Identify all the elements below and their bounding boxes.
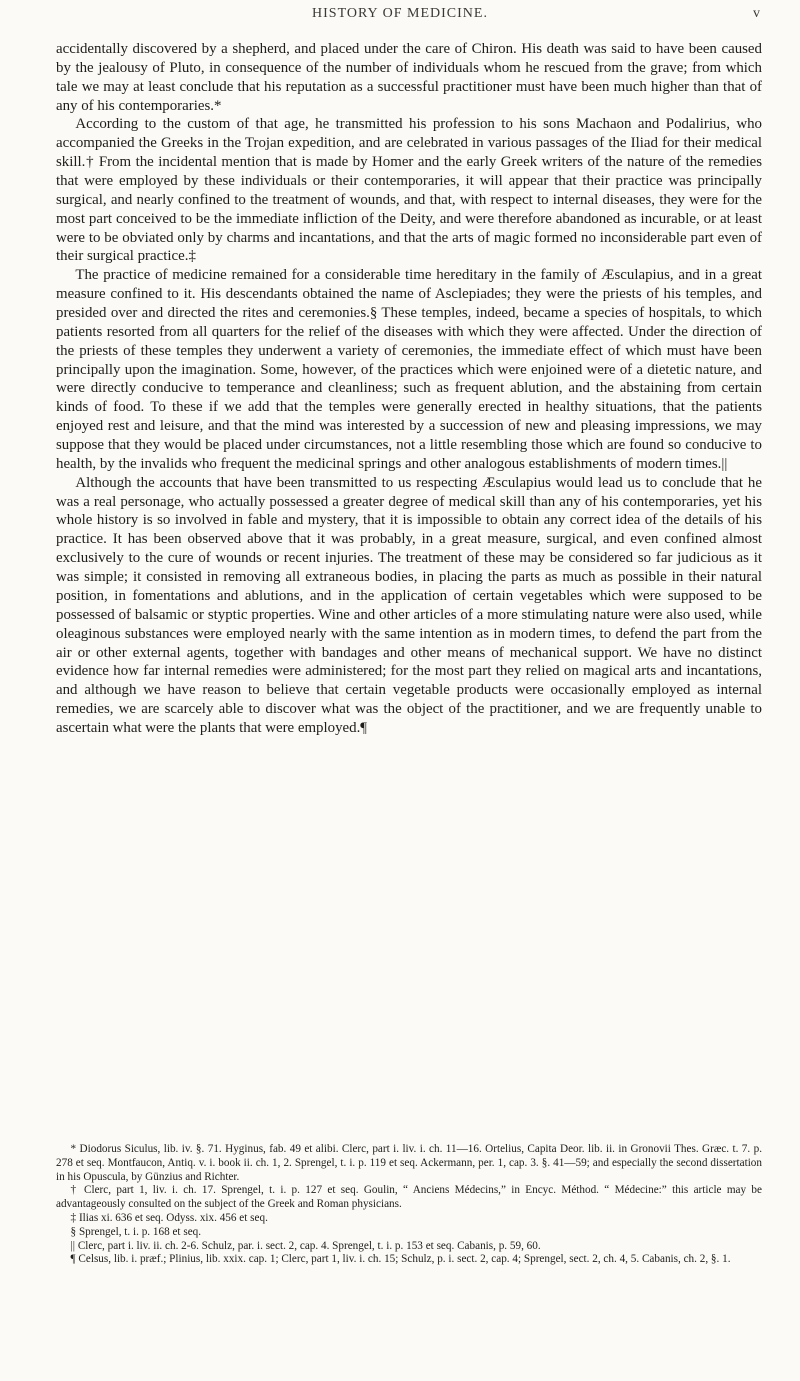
footnotes — [56, 1143, 762, 1267]
running-title: HISTORY OF MEDICINE. — [312, 6, 488, 21]
paragraph: According to the custom of that age, he transmitted his profession to his sons Machaon and Podalirius, who accompanied the Greeks in the Trojan expedition, and are celebrated in various passages of the Iliad for their medical skill.† From the incidental mention that is made by Homer and the early Greek writers of the nature of the remedies that were employed by these individuals or their contemporaries, it will appear that their practice was principally surgical, and nearly confined to the treatment of wounds, and that, with respect to internal diseases, they were for the most part conceived to be the immediate infliction of the Deity, and were therefore abandoned as incurable, or at least were to be obviated only by charms and incantations, and that the arts of magic formed no inconsiderable part even of their surgical practice.‡ — [56, 116, 762, 265]
footnote: ‡ Ilias xi. 636 et seq. Odyss. xix. 456 et seq. — [70, 1211, 268, 1224]
footnote: || Clerc, part i. liv. ii. ch. 2-6. Schulz, par. i. sect. 2, cap. 4. Sprengel, t. i. p. 153 et seq. Cabanis, p. 59, 60. — [70, 1239, 541, 1252]
body-text — [56, 40, 762, 738]
paragraph: accidentally discovered by a shepherd, and placed under the care of Chiron. His death was said to have been caused by the jealousy of Pluto, in consequence of the number of individuals whom he rescued from the grave; from which tale we may at least conclude that his reputation as a successful practitioner must have been much higher than that of any of his contemporaries.* — [56, 41, 762, 114]
paragraph: The practice of medicine remained for a considerable time hereditary in the family of Æsculapius, and in a great measure confined to it. His descendants obtained the name of Asclepiades; they were the priests of his temples, and presided over and directed the rites and ceremonies.§ These temples, indeed, became a species of hospitals, to which patients resorted from all quarters for the relief of the diseases with which they were affected. Under the direction of the priests of these temples they underwent a variety of ceremonies, the immediate effect of which must have been principally upon the imagination. Some, however, of the practices which were enjoined were of a dietetic nature, and were directly conducive to temperance and cleanliness; such as frequent ablution, and the abstaining from certain kinds of food. To these if we add that the temples were generally erected in healthy situations, that the patients enjoyed rest and leisure, and that the mind was interested by a succession of new and pleasing impressions, we may suppose that they would be placed under circumstances, not a little resembling those which are found so conducive to health, by the invalids who frequent the medicinal springs and other analogous establishments of modern times.|| — [56, 267, 762, 472]
footnote: ¶ Celsus, lib. i. præf.; Plinius, lib. xxix. cap. 1; Clerc, part 1, liv. i. ch. 15; Schulz, p. i. sect. 2, cap. 4; Sprengel, sect. 2, ch. 4, 5. Cabanis, ch. 2, §. 1. — [70, 1253, 731, 1266]
page-number: v — [753, 6, 760, 21]
footnote: * Diodorus Siculus, lib. iv. §. 71. Hyginus, fab. 49 et alibi. Clerc, part i. liv. i. ch. 11—16. Ortelius, Capita Deor. lib. ii. in Gronovii Thes. Græc. t. 7. p. 278 et seq. Montfaucon, Antiq. v. i. book ii. ch. 1, 2. Sprengel, t. i. p. 119 et seq. Ackermann, per. 1, cap. 3. §. 41—59; and especially the second dissertation in his Opuscula, by Günzius and Richter. — [56, 1143, 762, 1183]
paragraph: Although the accounts that have been transmitted to us respecting Æsculapius would lead us to conclude that he was a real personage, who actually possessed a greater degree of medical skill than any of his contemporaries, yet his whole history is so involved in fable and mystery, that it is impossible to obtain any correct idea of the details of his practice. It has been observed above that it was probably, in a great measure, surgical, and even confined almost exclusively to the cure of wounds or recent injuries. The treatment of these may be considered so far judicious as it was simple; it consisted in removing all extraneous bodies, in placing the parts as much as possible in their natural position, in fomentations and ablutions, and in the application of certain vegetables which were supposed to be possessed of balsamic or styptic properties. Wine and other articles of a more stimulating nature were also used, while oleaginous substances were employed nearly with the same intention as in modern times, to defend the part from the air or other external agents, together with bandages and other means of mechanical support. We have no distinct evidence how far internal remedies were administered; for the most part they relied on magical arts and incantations, and although we have reason to believe that certain vegetable products were occasionally employed as internal remedies, we are scarcely able to discover what was the object of the practitioner, and we are frequently unable to ascertain what were the plants that were employed.¶ — [56, 474, 762, 736]
footnote: § Sprengel, t. i. p. 168 et seq. — [70, 1225, 202, 1238]
footnote: † Clerc, part 1, liv. i. ch. 17. Sprengel, t. i. p. 127 et seq. Goulin, “ Anciens Médecins,” in Encyc. Méthod. “ Médecine:” this article may be advantageously consulted on the subject of the Greek and Roman physicians. — [56, 1184, 762, 1211]
running-head — [40, 6, 760, 30]
